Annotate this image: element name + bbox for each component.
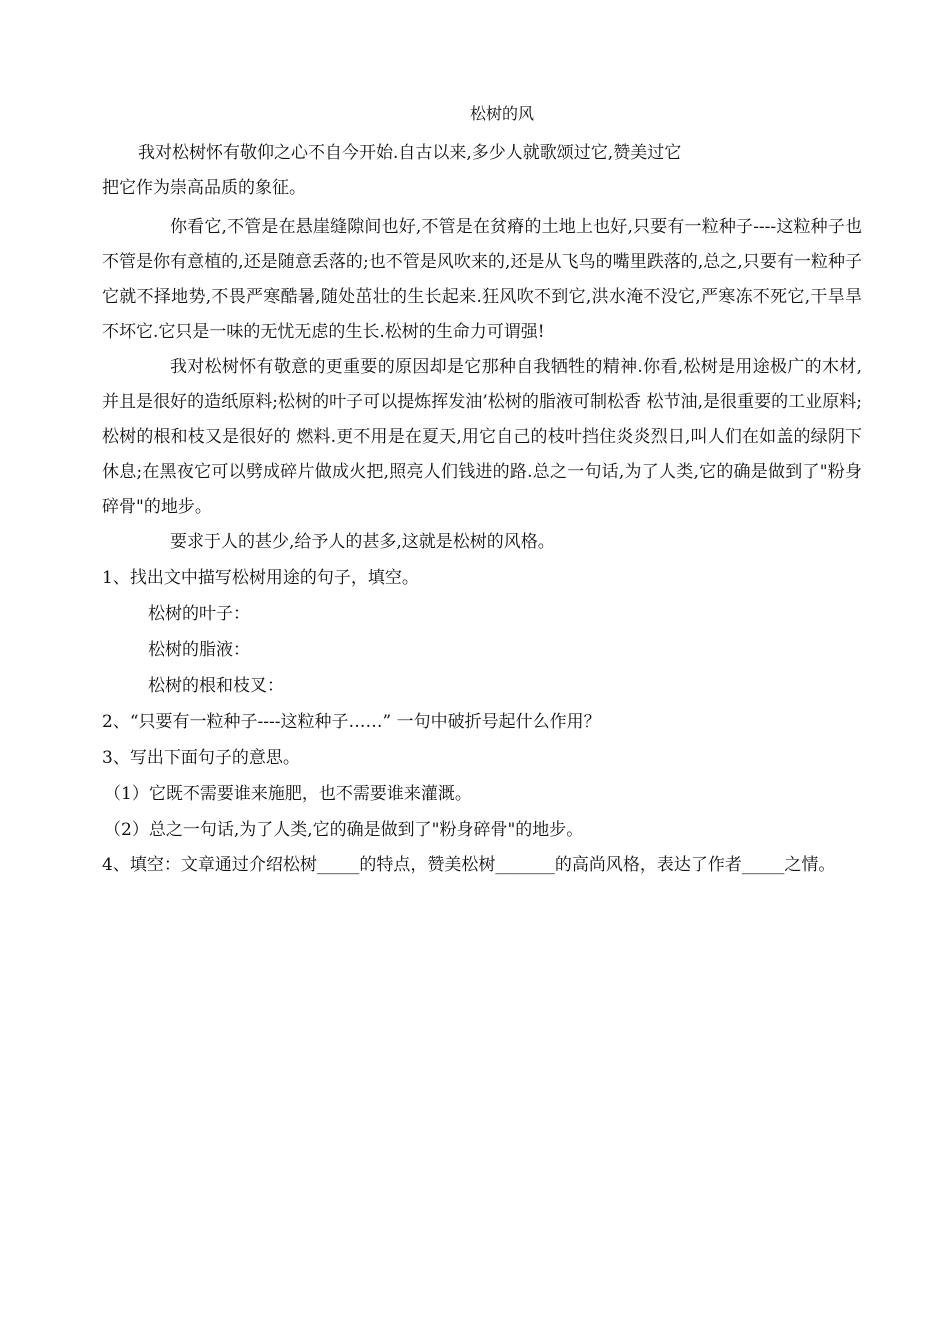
question-1-item-roots: 松树的根和枝叉： <box>148 676 284 696</box>
paragraph-3: 我对松树怀有敬意的更重要的原因却是它那种自我牺牲的精神.你看,松树是用途极广的木材,并且是很好的造纸原料;松树的叶子可以提炼挥发油’松树的脂液可制松香 松节油,是很重要的工业原料;松树的根和枝又是很好的 燃料.更不用是在夏天,用它自己的枝叶挡住炎炎烈日,叫人们在如盖的绿阴下休息;在黑夜它可以劈成碎片做成火把,照亮人们钱进的路.总之一句话,为了人类,它的确是做到了"粉身碎骨"的地步。 <box>102 357 862 517</box>
question-4: 4、填空：文章通过介绍松树_____的特点，赞美松树_______的高尚风格，表达了作者_____之情。 <box>102 855 836 875</box>
question-1-item-resin: 松树的脂液： <box>148 640 250 660</box>
document-title: 松树的风 <box>469 104 534 123</box>
question-2: 2、“只要有一粒种子----这粒种子……” 一句中破折号起什么作用？ <box>102 712 601 732</box>
paragraph-1: 我对松树怀有敬仰之心不自今开始.自古以来,多少人就歌颂过它,赞美过它 <box>138 143 682 163</box>
question-3-item-1: （1）它既不需要谁来施肥，也不需要谁来灌溉。 <box>104 784 472 804</box>
paragraph-1-continued: 把它作为崇高品质的象征。 <box>102 178 306 198</box>
question-3-item-2: （2）总之一句话,为了人类,它的确是做到了"粉身碎骨"的地步。 <box>104 820 584 840</box>
question-1: 1、找出文中描写松树用途的句子，填空。 <box>102 568 419 588</box>
paragraph-2: 你看它,不管是在悬崖缝隙间也好,不管是在贫瘠的土地上也好,只要有一粒种子----这粒种子也不管是你有意植的,还是随意丢落的;也不管是风吹来的,还是从飞鸟的嘴里跌落的,总之,只要有一粒种子它就不择地势,不畏严寒酷暑,随处茁壮的生长起来.狂风吹不到它,洪水淹不没它,严寒冻不死它,干旱旱不坏它.它只是一味的无忧无虑的生长.松树的生命力可谓强! <box>102 217 862 342</box>
paragraph-4: 要求于人的甚少,给予人的甚多,这就是松树的风格。 <box>170 532 555 552</box>
question-1-item-leaves: 松树的叶子： <box>148 604 250 624</box>
question-3: 3、写出下面句子的意思。 <box>102 748 300 768</box>
